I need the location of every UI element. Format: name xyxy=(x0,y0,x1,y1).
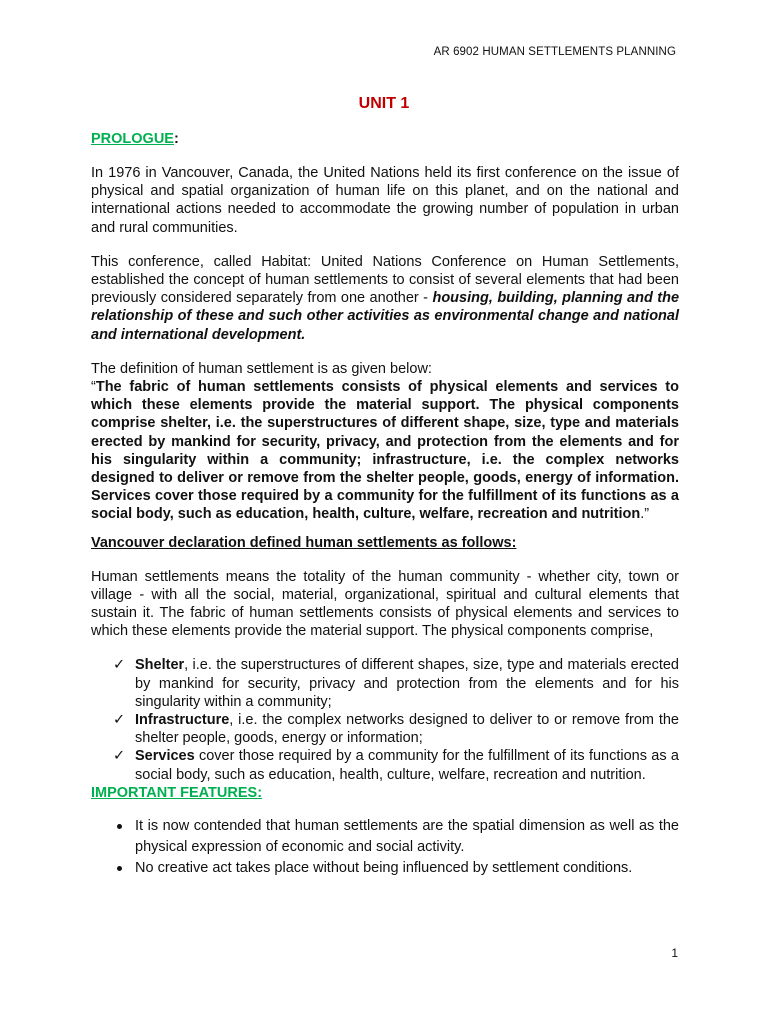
checklist-item xyxy=(91,747,679,783)
prologue-colon: : xyxy=(173,131,179,147)
checklist-text: cover those required by a community for the fulfillment of its functions as a social body, such as education, health, culture, welfare, recreation and nutrition. xyxy=(135,748,679,783)
checklist-text: , i.e. the complex networks designed to deliver to or remove from the shelter people, goods, energy or information; xyxy=(135,712,679,747)
bullet-icon xyxy=(117,824,122,829)
important-features-title: IMPORTANT FEATURES: xyxy=(91,784,263,801)
page-number: 1 xyxy=(671,946,678,960)
vancouver-heading: Vancouver declaration defined human settlements as follows: xyxy=(91,534,517,551)
checklist-term: Infrastructure xyxy=(135,712,230,729)
prologue-paragraph-2-text: This conference, called Habitat: United Nations Conference on Human Settlements, established the concept of human settlements to consist of several elements that had been previously considered separately from one another - xyxy=(91,253,679,307)
prologue-paragraph-2-emphasis: housing, building, planning and the relationship of these and such other activities as environmental change and national and international development. xyxy=(91,290,680,343)
checklist-item xyxy=(91,711,679,747)
bullet-text: No creative act takes place without being influenced by settlement conditions. xyxy=(135,859,633,876)
unit-title: UNIT 1 xyxy=(358,95,410,112)
prologue-title: PROLOGUE xyxy=(91,131,174,147)
checklist-text: , i.e. the superstructures of different shapes, size, type and materials erected by mankind for security, privacy and protection from the elements and for his singularity within a community; xyxy=(135,657,679,710)
checklist-term: Services xyxy=(135,748,195,765)
checkmark-icon: ✓ xyxy=(113,712,126,729)
quote-close-mark: .” xyxy=(640,506,650,523)
checklist-term: Shelter xyxy=(135,657,185,674)
components-checklist xyxy=(91,656,679,783)
bullet-item xyxy=(91,858,679,879)
vancouver-paragraph: Human settlements means the totality of the human community - whether city, town or village - with all the social, material, organizational, spiritual and cultural elements that sustain it. The fabric of human settlements consists of physical elements and services to which these elements provide the material support. The physical components comprise, xyxy=(91,568,679,640)
checkmark-icon: ✓ xyxy=(113,657,126,674)
main-content xyxy=(91,130,679,879)
important-features-heading xyxy=(91,784,679,802)
definition-intro: The definition of human settlement is as given below: xyxy=(91,360,432,377)
prologue-paragraph-2 xyxy=(91,253,679,344)
quote-open-mark: “ xyxy=(91,379,96,396)
running-header: AR 6902 HUMAN SETTLEMENTS PLANNING xyxy=(433,46,676,58)
bullet-text: It is now contended that human settlements are the spatial dimension as well as the physical expression of economic and social activity. xyxy=(135,817,679,855)
checklist-item xyxy=(91,656,679,711)
prologue-heading xyxy=(91,130,679,148)
definition-quote-text: The fabric of human settlements consists of physical elements and services to which these elements provide the material support. The physical components comprise shelter, i.e. the superstructures of different shape, size, type and materials erected by mankind for security, privacy, and protection from the elements and for his singularity within a community; infrastructure, i.e. the complex networks designed to deliver or remove from the shelter people, goods, energy of information. Services cover those required by a community for the fulfillment of its functions as a social body, such as education, health, culture, welfare, recreation and nutrition xyxy=(91,379,679,523)
definition-quote xyxy=(91,378,679,524)
bullet-item xyxy=(91,816,679,858)
prologue-paragraph-1: In 1976 in Vancouver, Canada, the United Nations held its first conference on the issue of physical and spatial organization of human life on this planet, and on the national and international actions needed to accommodate the growing number of population in urban and rural communities. xyxy=(91,165,679,236)
checkmark-icon: ✓ xyxy=(113,748,126,765)
bullet-icon xyxy=(117,866,122,871)
important-features-list xyxy=(91,816,679,879)
